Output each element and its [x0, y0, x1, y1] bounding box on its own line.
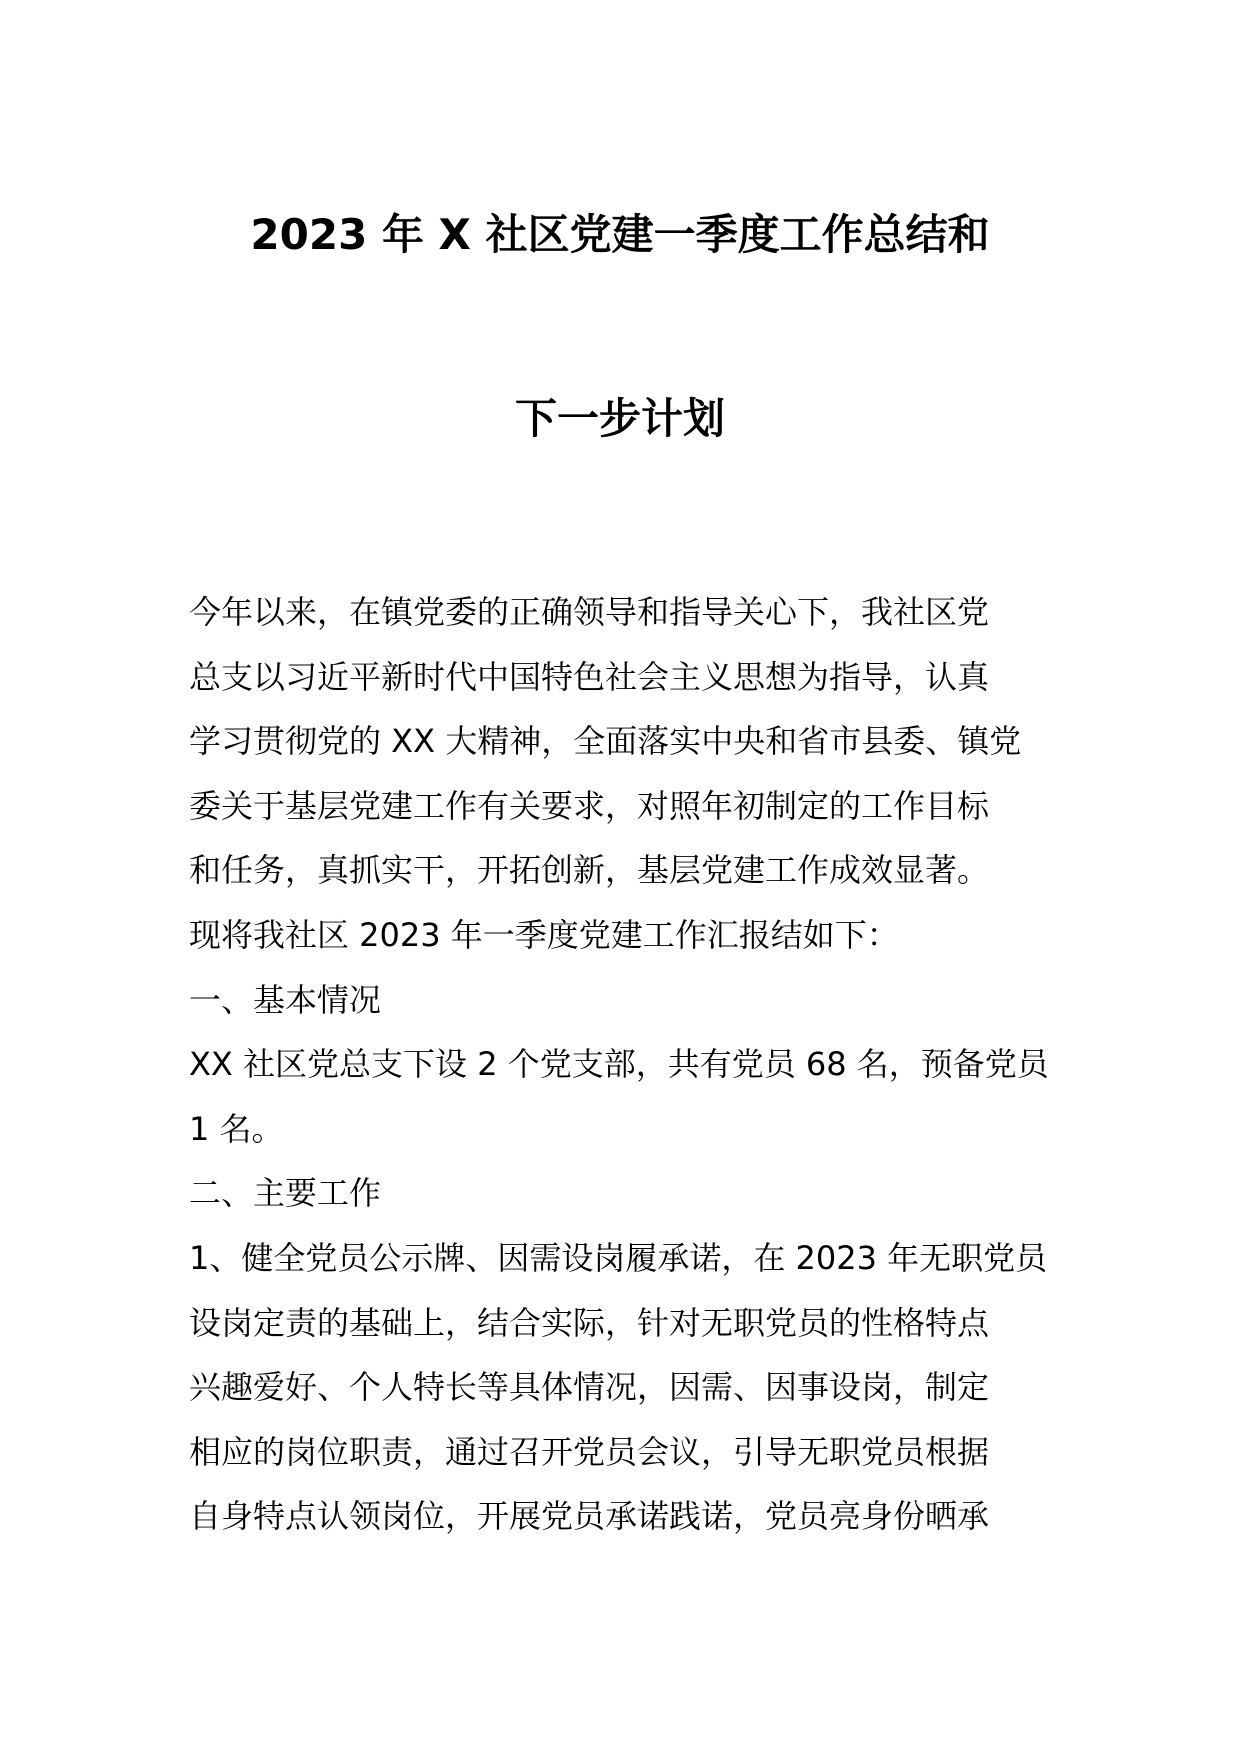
document-title-line-2: 下一步计划	[514, 394, 725, 443]
body-line: 设岗定责的基础上，结合实际，针对无职党员的性格特点	[189, 1303, 990, 1342]
document-title-line-1: 2023 年 X 社区党建一季度工作总结和	[250, 210, 990, 259]
body-line: 自身特点认领岗位，开展党员承诺践诺，党员亮身份晒承	[189, 1497, 990, 1536]
body-line: 今年以来，在镇党委的正确领导和指导关心下，我社区党	[189, 593, 990, 631]
section-heading-basic: 一、基本情况	[189, 980, 382, 1019]
body-line: 总支以习近平新时代中国特色社会主义思想为指导，认真	[189, 657, 990, 696]
body-line: 相应的岗位职责，通过召开党员会议，引导无职党员根据	[189, 1432, 990, 1471]
body-line: XX 社区党总支下设 2 个党支部，共有党员 68 名，预备党员	[189, 1045, 1049, 1084]
body-line: 兴趣爱好、个人特长等具体情况，因需、因事设岗，制定	[189, 1368, 990, 1407]
document-body	[189, 580, 1055, 1549]
body-line: 1、健全党员公示牌、因需设岗履承诺，在 2023 年无职党员	[189, 1238, 1048, 1277]
body-line: 现将我社区 2023 年一季度党建工作汇报结如下：	[189, 915, 899, 954]
body-line: 委关于基层党建工作有关要求，对照年初制定的工作目标	[189, 786, 990, 825]
body-line: 和任务，真抓实干，开拓创新，基层党建工作成效显著。	[189, 851, 990, 890]
body-line: 学习贯彻党的 XX 大精神，全面落实中央和省市县委、镇党	[189, 722, 1022, 761]
body-line: 1 名。	[189, 1109, 284, 1148]
section-heading-main-work: 二、主要工作	[189, 1174, 382, 1213]
